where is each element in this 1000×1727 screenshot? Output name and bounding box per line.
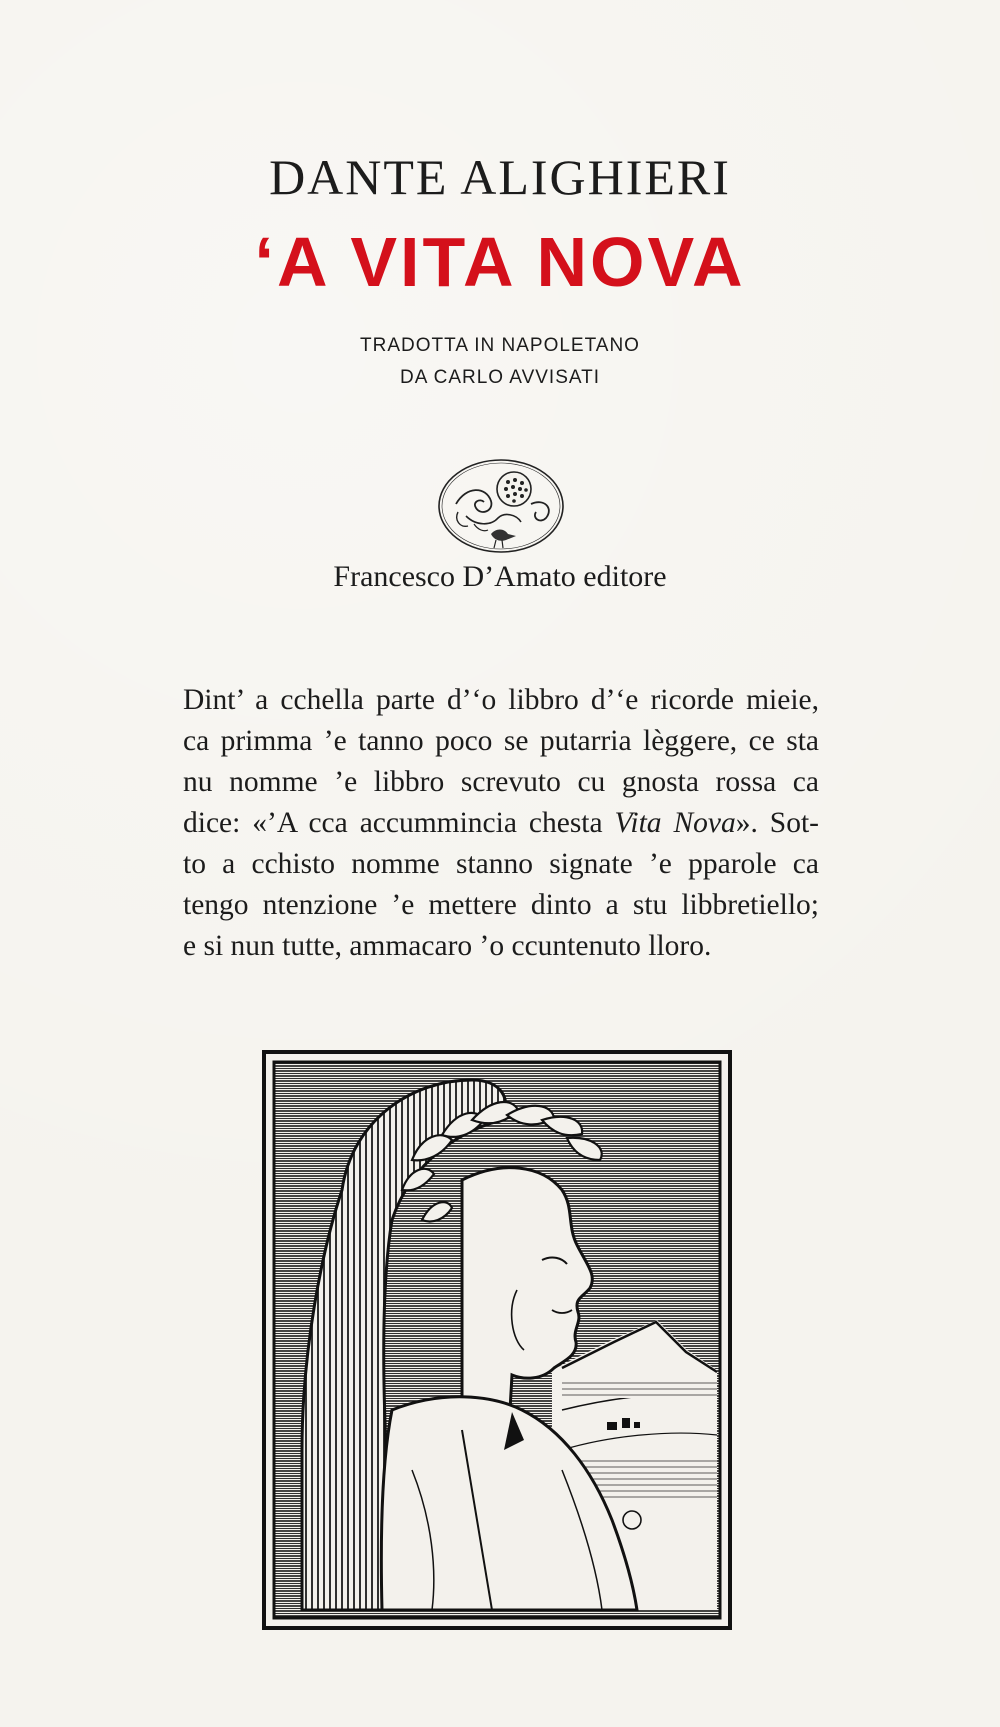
excerpt-line: to a cchisto nomme stanno signate ’e pparole ca [183, 848, 819, 880]
excerpt-line: Dint’ a cchella parte d’‘o libbro d’‘e ricorde mieie, [183, 684, 819, 716]
excerpt-line: tengo ntenzione ’e mettere dinto a stu libbretiello; [183, 889, 819, 921]
publisher-name: Francesco D’Amato editore [333, 560, 667, 593]
publisher-emblem-icon [436, 456, 566, 556]
excerpt-text: dice: «’A cca accummincia chesta [183, 807, 615, 839]
excerpt-line [183, 803, 819, 844]
excerpt-paragraph [183, 680, 819, 967]
excerpt-line: nu nomme ’e libbro screvuto cu gnosta rossa ca [183, 766, 819, 798]
excerpt-book-title: Vita Nova [614, 807, 736, 839]
excerpt-text: ». Sot- [735, 807, 819, 839]
dante-portrait-icon [262, 1050, 732, 1630]
author-name: DANTE ALIGHIERI [269, 149, 731, 205]
excerpt-line: e si nun tutte, ammacaro ’o ccuntenuto lloro. [183, 930, 712, 962]
book-title: ‘A VITA NOVA [254, 223, 746, 301]
translator-name: DA CARLO AVVISATI [399, 367, 601, 388]
translation-note-line1: TRADOTTA IN NAPOLETANO [360, 335, 640, 356]
excerpt-line: ca primma ’e tanno poco se putarria lèggere, ce sta [183, 725, 819, 757]
